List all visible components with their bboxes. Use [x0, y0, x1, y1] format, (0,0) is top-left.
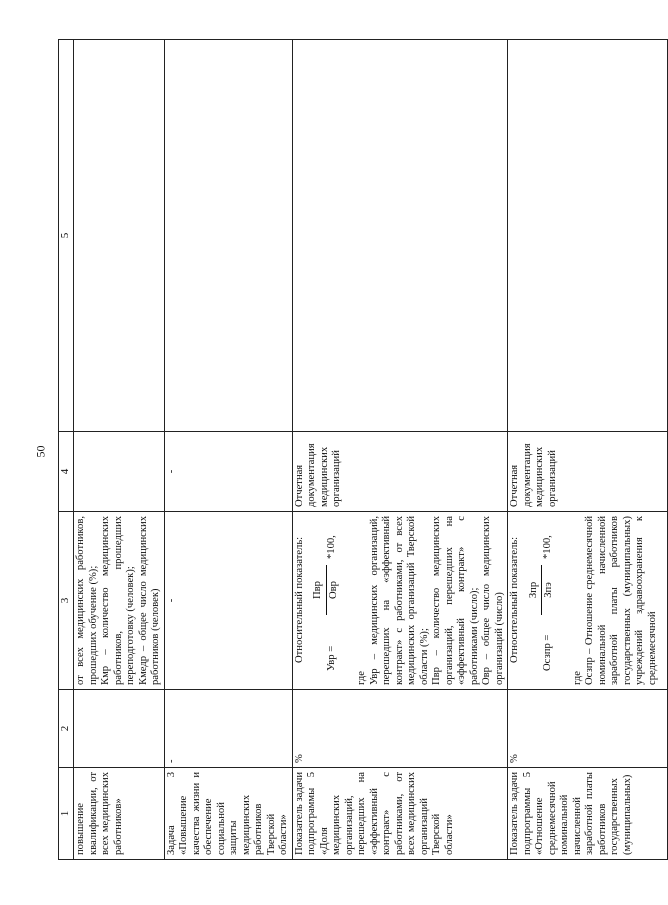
row4-col1: Показатель задачи подпрограммы 5 «Отношение среднемесячной номинальной начисленной заработной платы работников государственных (муниципальных) — [508, 768, 668, 860]
table-row — [164, 40, 292, 860]
header-cell-2: 2 — [59, 690, 74, 768]
row2-col3: - — [164, 512, 292, 690]
row3-col3 — [292, 512, 508, 690]
page-number: 50 — [33, 445, 48, 458]
table-row — [292, 40, 508, 860]
row4-col2: % — [508, 690, 668, 768]
header-cell-1: 1 — [59, 768, 74, 860]
header-cell-3: 3 — [59, 512, 74, 690]
formula-denominator: Овр — [327, 581, 339, 599]
formula-lhs: Осзпр = — [541, 634, 553, 671]
row4-col4: Отчетная документация медицинских организаций — [508, 432, 668, 512]
row4-formula — [528, 516, 570, 671]
row1-col3 — [74, 512, 165, 690]
row3-col3-line: Увр – медицинских организаций, перешедших на «эффективный контракт» с работниками, от всех медицинских организаций Тверской области (%); — [368, 516, 430, 685]
header-cell-4: 4 — [59, 432, 74, 512]
row2-col4: - — [164, 432, 292, 512]
row4-col3 — [508, 512, 668, 690]
formula-fraction — [312, 565, 340, 615]
formula-fraction — [528, 565, 556, 615]
row4-col5 — [508, 40, 668, 432]
table-row — [508, 40, 668, 860]
row1-col3-line: от всех медицинских работников, прошедших обучение (%); — [75, 516, 99, 685]
row1-col1: повышение квалификации, от всех медицинских работников» — [74, 768, 165, 860]
formula-multiplier: *100, — [541, 535, 553, 559]
row3-col3-title: Относительный показатель: — [293, 536, 305, 663]
table-row — [74, 40, 165, 860]
row1-col3-line: Кмедр – общее число медицинских работников (человек) — [137, 516, 161, 685]
row2-col1: Задача 3 «Повышение качества жизни и обеспечение социальной защиты медицинских работников Тверской области» — [164, 768, 292, 860]
row3-formula — [312, 516, 354, 671]
formula-numerator: Пвр — [312, 565, 327, 615]
row3-col4: Отчетная документация медицинских организаций — [292, 432, 508, 512]
row3-col3-where: где — [356, 671, 367, 685]
row3-col5 — [292, 40, 508, 432]
rotated-page — [58, 40, 658, 860]
row4-col3-title: Относительный показатель: — [509, 536, 520, 663]
row3-col3-line: Пвр – количество медицинских организаций, перешедших на «эффективный контракт» с работниками (число); — [431, 516, 480, 685]
indicator-table — [58, 39, 668, 860]
row1-col3-line: Кмр – количество медицинских работников, прошедших переподготовку (человек); — [100, 516, 136, 685]
row4-col3-line: Осзпр – Отношение среднемесячной номинальной начисленной заработной платы работников государственных (муниципальных) учреждений здравоохранения к среднемесячной — [584, 516, 658, 685]
row1-col5 — [74, 40, 165, 432]
table-header-row — [59, 40, 74, 860]
row3-col3-line: Овр – общее число медицинских организаций (число) — [481, 516, 505, 685]
row1-col4 — [74, 432, 165, 512]
row2-col2: - — [164, 690, 292, 768]
formula-numerator: Зпр — [528, 565, 543, 615]
formula-lhs: Увр = — [326, 645, 337, 671]
row3-col2: % — [292, 690, 508, 768]
row4-col3-where: где — [571, 671, 583, 685]
row2-col5 — [164, 40, 292, 432]
formula-denominator: Зпэ — [543, 582, 554, 598]
formula-multiplier: *100, — [326, 535, 337, 559]
row3-col1: Показатель задачи подпрограммы 5 «Доля медицинских организаций, перешедших на «эффективный контракт» с работниками, от всех медицинских организаций Тверской области» — [292, 768, 508, 860]
header-cell-5: 5 — [59, 40, 74, 432]
row1-col2 — [74, 690, 165, 768]
